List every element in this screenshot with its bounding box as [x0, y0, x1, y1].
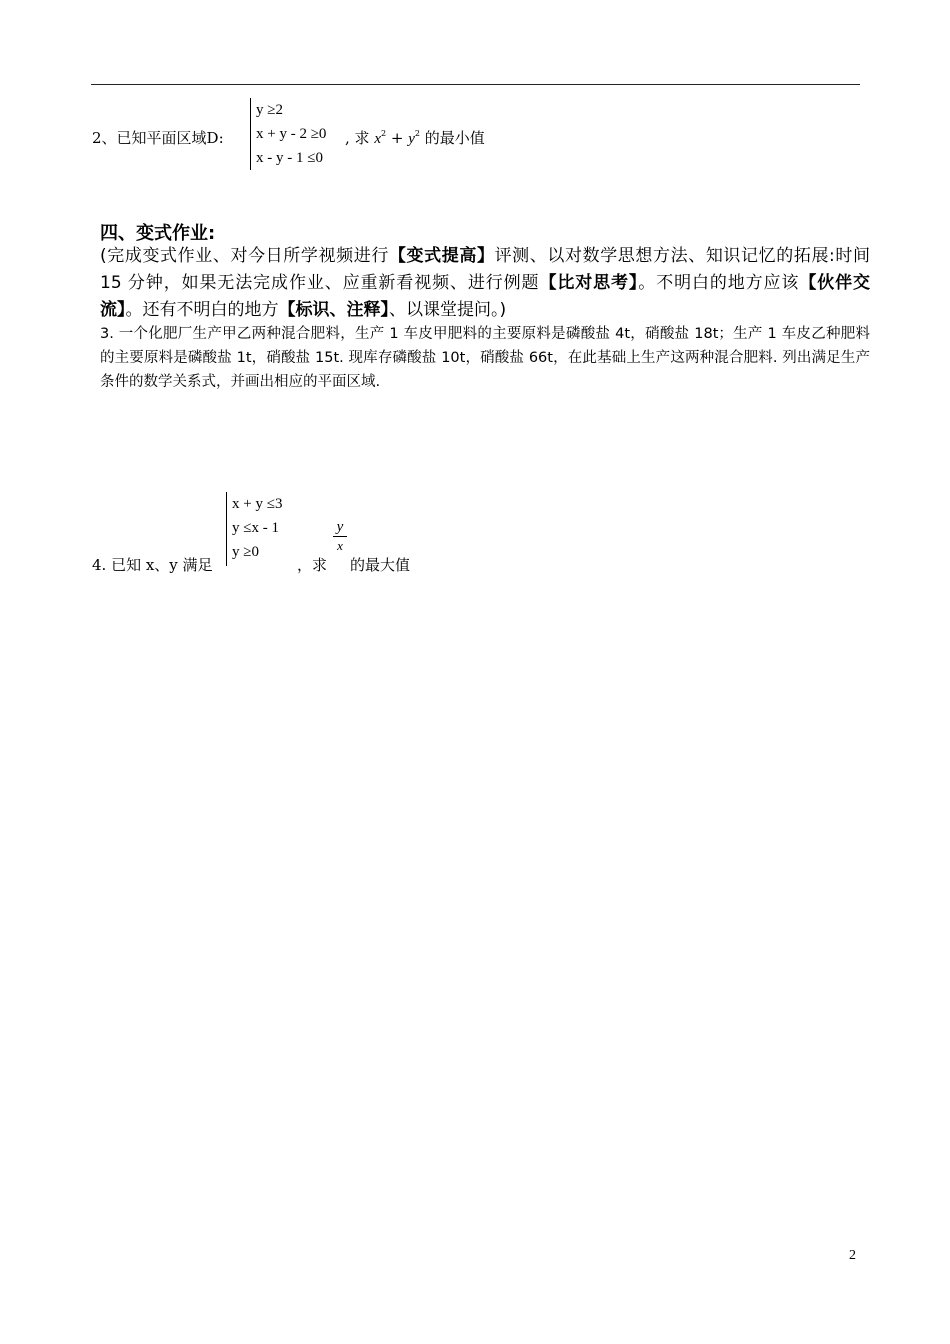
inequality-line: y ≥2 — [256, 102, 283, 118]
inequality-line: y ≥0 — [232, 544, 259, 560]
fraction-numerator: y — [333, 518, 347, 537]
question-suffix: 的最小值 — [424, 129, 485, 147]
intro-highlight: 【比对思考】 — [539, 273, 639, 293]
intro-text: 、以课堂提问。) — [389, 300, 507, 320]
expr-y: y — [408, 131, 415, 147]
section-title: 四、变式作业: — [100, 223, 216, 244]
problem-3-text: 3. 一个化肥厂生产甲乙两种混合肥料，生产 1 车皮甲肥料的主要原料是磷酸盐 4t，硝酸盐 18t；生产 1 车皮乙种肥料的主要原料是磷酸盐 1t，硝酸盐 15t. 现库存磷酸盐 10t，硝酸盐 66t，在此基础上生产这两种混合肥料. 列出满足生产条件的数学关系式，并画出相应的平面区域. — [100, 326, 870, 390]
fraction-y-over-x — [333, 518, 347, 555]
fraction-denominator: x — [337, 538, 343, 553]
problem-2-label: 2、已知平面区域D: — [92, 129, 224, 147]
problem-2-question — [345, 127, 485, 148]
problem-4-inequality-system — [226, 492, 282, 566]
intro-highlight: 【伙伴交流】 — [100, 273, 871, 320]
intro-highlight: 【变式提高】 — [388, 246, 495, 266]
intro-text: 。还有不明白的地方 — [125, 300, 279, 320]
problem-4-label: 4. 已知 x、y 满足 — [92, 556, 213, 574]
problem-4-suffix: 的最大值 — [350, 556, 411, 574]
intro-highlight: 【标识、注释】 — [278, 300, 389, 320]
page-number: 2 — [849, 1248, 856, 1263]
header-rule — [91, 84, 860, 85]
inequality-line: x - y - 1 ≤0 — [256, 150, 323, 166]
section-intro — [100, 243, 870, 324]
question-prefix: , 求 — [345, 129, 370, 147]
inequality-line: x + y - 2 ≥0 — [256, 126, 327, 142]
intro-text: (完成变式作业、对今日所学视频进行 — [100, 246, 389, 266]
intro-text: 。不明白的地方应该 — [638, 273, 800, 293]
inequality-line: y ≤x - 1 — [232, 520, 279, 536]
exponent: 2 — [414, 129, 420, 138]
intro-text: 评测、以对数学思想方法、知识记忆的拓展:时间 15 分钟，如果无法完成作业、应重新看视频、进行例题 — [100, 246, 870, 293]
expr-plus: + — [390, 129, 404, 147]
expr-x: x — [374, 131, 381, 147]
problem-2-inequality-system — [250, 98, 326, 170]
inequality-line: x + y ≤3 — [232, 496, 283, 512]
problem-4-ask: ，求 — [297, 556, 328, 574]
exponent: 2 — [381, 129, 387, 138]
